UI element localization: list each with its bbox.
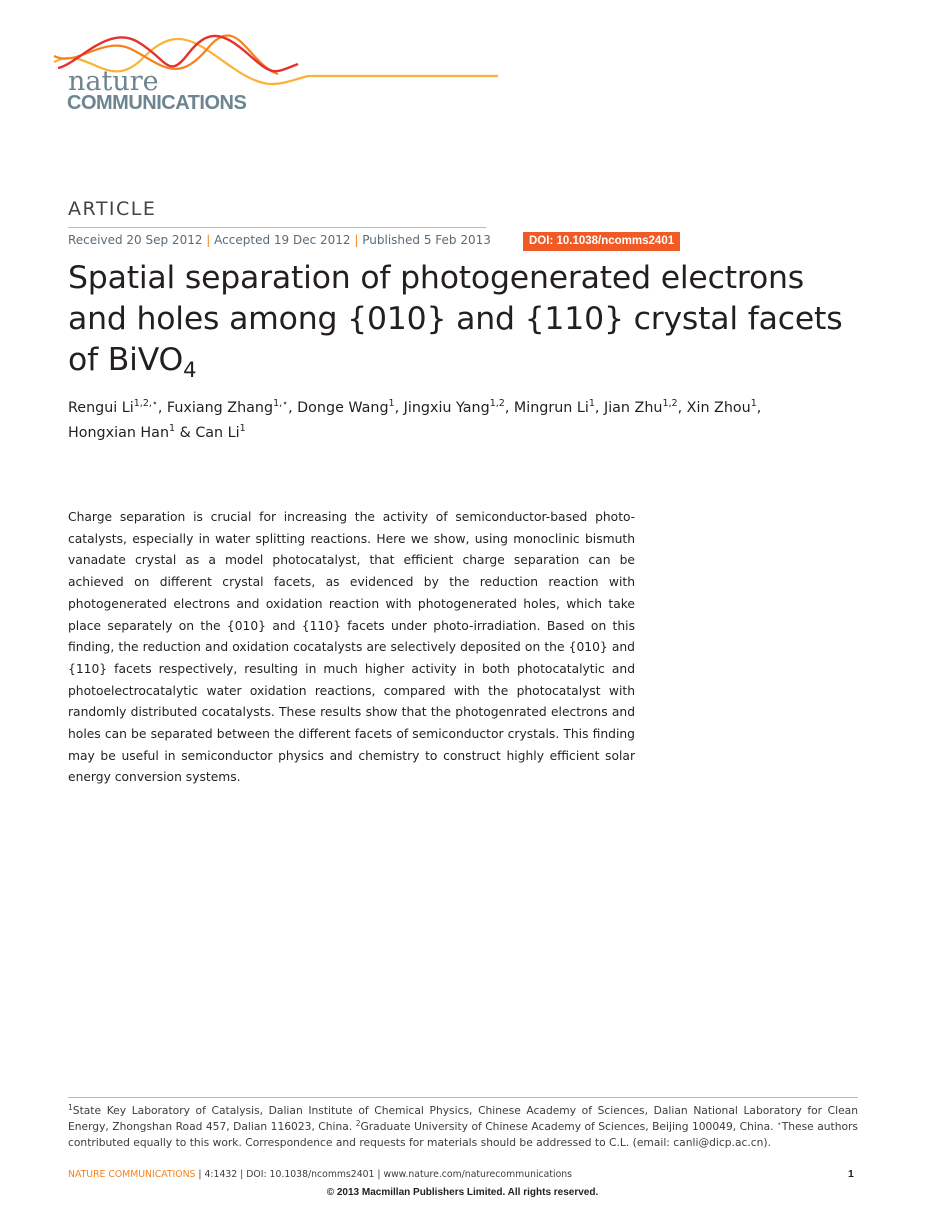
author-name: Can Li bbox=[195, 425, 240, 441]
author-separator: , bbox=[157, 400, 167, 416]
title-line bbox=[68, 340, 858, 384]
author-name: Fuxiang Zhang bbox=[166, 400, 274, 416]
footer-citation: | 4:1432 | DOI: 10.1038/ncomms2401 | www.nature.com/naturecommunications bbox=[195, 1169, 573, 1180]
author-name: Donge Wang bbox=[297, 400, 389, 416]
author-separator: , bbox=[594, 400, 604, 416]
date-separator: | bbox=[206, 233, 211, 247]
correspondence-note: These authors contributed equally to this work. Correspondence and requests for materials should be addressed to C.L. (email: canli@dicp.ac.cn). bbox=[68, 1120, 858, 1150]
published-date: Published 5 Feb 2013 bbox=[362, 233, 491, 247]
author-separator: & bbox=[175, 425, 196, 441]
title-line: Spatial separation of photogenerated electrons bbox=[68, 260, 804, 296]
article-title bbox=[68, 258, 858, 384]
author-name: Hongxian Han bbox=[68, 425, 170, 441]
author-affiliation-marker: 1,⋆ bbox=[273, 398, 289, 409]
affiliations-footnote bbox=[68, 1103, 858, 1152]
header-divider bbox=[68, 227, 486, 228]
received-date: Received 20 Sep 2012 bbox=[68, 233, 203, 247]
footer-journal-name: NATURE COMMUNICATIONS bbox=[68, 1169, 196, 1180]
author-list bbox=[68, 396, 828, 446]
publication-dates bbox=[68, 233, 491, 247]
doi-badge[interactable]: DOI: 10.1038/ncomms2401 bbox=[523, 232, 680, 251]
author-name: Jian Zhu bbox=[603, 400, 663, 416]
title-line: and holes among {010} and {110} crystal facets bbox=[68, 301, 843, 337]
author-separator: , bbox=[288, 400, 298, 416]
affiliation-1: State Key Laboratory of Catalysis, Dalian Institute of Chemical Physics, Chinese Academy of Sciences, Dalian National Laboratory for Clean Energy, Zhongshan Road 457, Dalian 116023, China. bbox=[68, 1104, 858, 1134]
footnote-marker: 1 bbox=[68, 1103, 73, 1112]
author-affiliation-marker: 1,2,⋆ bbox=[133, 398, 158, 409]
author-affiliation-marker: 1 bbox=[750, 398, 757, 409]
author-name: Mingrun Li bbox=[513, 400, 589, 416]
copyright-notice: © 2013 Macmillan Publishers Limited. All rights reserved. bbox=[326, 1187, 599, 1198]
title-line-text: of BiVO bbox=[68, 342, 184, 378]
author-separator: , bbox=[504, 400, 514, 416]
author-separator: , bbox=[677, 400, 687, 416]
author-affiliation-marker: 1 bbox=[239, 423, 246, 434]
author-name: Rengui Li bbox=[68, 400, 134, 416]
author-separator: , bbox=[756, 400, 766, 416]
page-number: 1 bbox=[848, 1168, 854, 1180]
footnote-divider bbox=[68, 1097, 858, 1098]
date-separator: | bbox=[354, 233, 359, 247]
author-separator: , bbox=[394, 400, 404, 416]
footnote-marker: 2 bbox=[355, 1119, 361, 1129]
page-footer bbox=[68, 1169, 572, 1180]
author-name: Jingxiu Yang bbox=[403, 400, 490, 416]
author-affiliation-marker: 1,2 bbox=[489, 398, 505, 409]
author-name: Xin Zhou bbox=[686, 400, 751, 416]
footnote-marker: ⋆ bbox=[777, 1119, 782, 1129]
affiliation-2: Graduate University of Chinese Academy of Sciences, Beijing 100049, China. bbox=[360, 1120, 774, 1134]
author-affiliation-marker: 1 bbox=[169, 423, 176, 434]
logo-word-nature: nature bbox=[68, 66, 159, 97]
author-affiliation-marker: 1 bbox=[588, 398, 595, 409]
abstract: Charge separation is crucial for increasing the activity of semiconductor-based photocatalysts, especially in water splitting reactions. Here we show, using monoclinic bismuth vanadate crystal as a model photocatalyst, that efficient charge separation can be achieved on different crystal facets, as evidenced by the reduction reaction with photogenerated electrons and oxidation reaction with photogenerated holes, which take place separately on the {010} and {110} facets under photo-irradiation. Based on this finding, the reduction and oxidation cocatalysts are selectively deposited on the {010} and {110} facets respectively, resulting in much higher activity in both photocatalytic and photoelectrocatalytic water oxidation reactions, compared with the photocatalyst with randomly distributed cocatalysts. These results show that the photogenrated electrons and holes can be separated between the different facets of semiconductor crystals. This finding may be useful in semiconductor physics and chemistry to construct highly efficient solar energy conversion systems. bbox=[68, 510, 635, 785]
author-affiliation-marker: 1 bbox=[388, 398, 395, 409]
author-affiliation-marker: 1,2 bbox=[662, 398, 678, 409]
article-type-label: ARTICLE bbox=[68, 198, 157, 220]
logo-word-communications: COMMUNICATIONS bbox=[67, 92, 247, 114]
title-subscript: 4 bbox=[183, 358, 197, 382]
accepted-date: Accepted 19 Dec 2012 bbox=[214, 233, 351, 247]
